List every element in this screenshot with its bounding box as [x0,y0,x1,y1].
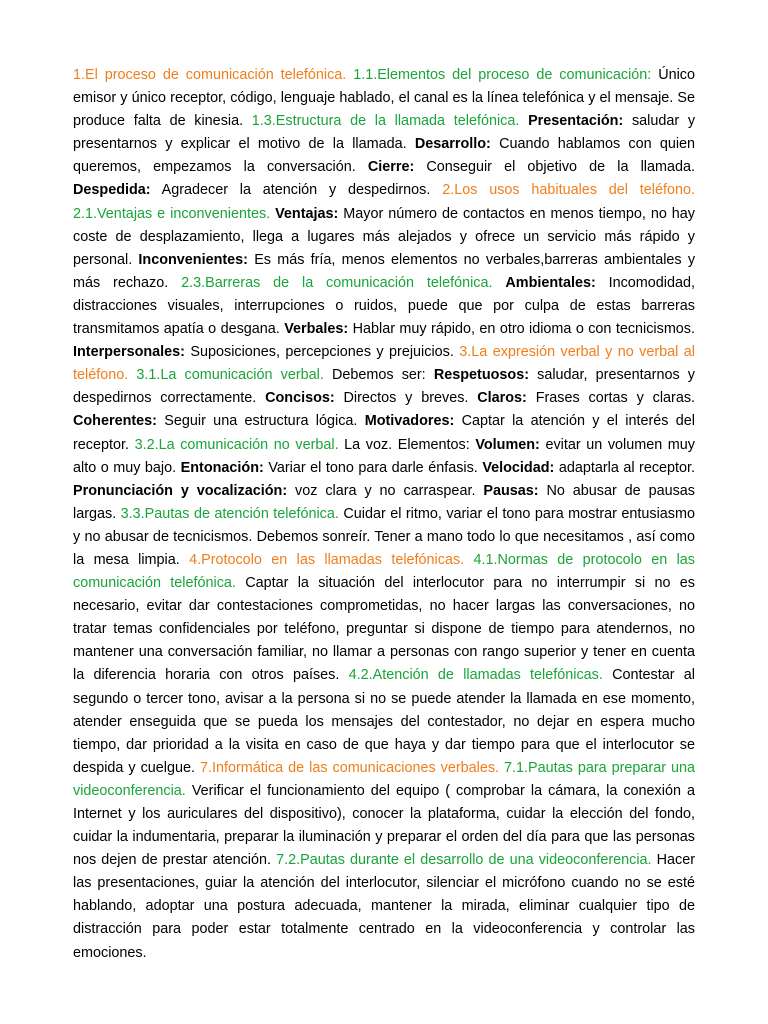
term-label: Respetuosos: [433,367,529,384]
term-label: Claros: [477,390,527,407]
body-text: Mayor número de contactos en menos tiempo, no hay coste de desplazamiento, llega a lugares más alejados y ofrece un servicio más rápido y personal. [73,205,695,268]
term-label: Concisos: [265,390,335,407]
term-label: Interpersonales: [73,344,185,361]
subsection-heading: 7.1.Pautas para preparar una videoconferencia. [73,759,696,799]
term-label: Ambientales: [505,274,596,291]
body-text: Incomodidad, distracciones visuales, interrupciones o ruidos, puede que por culpa de estas barreras transmitamos apatía o desgana. [73,274,696,338]
body-text: adaptarla al receptor. [558,459,696,476]
body-text: Único emisor y único receptor, código, lenguaje hablado, el canal es la línea telefónica y el mensaje. Se produce falta de kinesia. [73,67,695,130]
term-label: Verbales: [284,321,349,338]
section-heading: 7.Informática de las comunicaciones verbales. [199,759,500,776]
body-text: Seguir una estructura lógica. [164,413,358,430]
body-text: Variar el tono para darle énfasis. [268,459,478,476]
body-text: No abusar de pausas largas. [73,482,695,522]
term-label: Entonación: [180,459,264,476]
body-text: Directos y breves. [343,390,469,407]
body-text: saludar y presentarnos y explicar el motivo de la llamada. [73,113,696,153]
body-text: voz clara y no carraspear. [295,482,476,499]
term-label: Pronunciación y vocalización: [73,482,288,499]
term-label: Inconvenientes: [138,251,248,268]
body-text: Conseguir el objetivo de la llamada. [426,159,695,176]
body-text: La voz. Elementos: [344,436,470,453]
subsection-heading: 3.2.La comunicación no verbal. [134,436,339,453]
body-text: Suposiciones, percepciones y prejuicios. [190,344,454,361]
term-label: Ventajas: [275,205,339,222]
body-text: Verificar el funcionamiento del equipo ( comprobar la cámara, la conexión a Internet y los auriculares del dispositivo), conocer la plataforma, cuidar la elección del fondo, cuidar la indumentaria, preparar la iluminación y preparar el orden del día para que las personas nos dejen de prestar atención. [73,782,695,869]
subsection-heading: 1.1.Elementos del proceso de comunicación: [353,67,652,83]
body-text: Frases cortas y claras. [535,390,696,407]
term-label: Desarrollo: [414,136,491,153]
body-text: Cuidar el ritmo, variar el tono para mostrar entusiasmo y no abusar de tecnicismos. Debemos sonreír. Tener a mano todo lo que necesitamos , así como la mesa limpia. [73,505,695,568]
section-heading: 3.La expresión verbal y no verbal al teléfono. [73,344,695,384]
document-body [73,64,695,965]
term-label: Volumen: [475,436,540,453]
term-label: Coherentes: [73,413,157,430]
body-text: Debemos ser: [331,367,426,384]
section-heading: 1.El proceso de comunicación telefónica. [73,67,347,83]
term-label: Motivadores: [364,413,455,430]
body-text: Hablar muy rápido, en otro idioma o con tecnicismos. [352,321,696,338]
body-text: Captar la situación del interlocutor para no interrumpir si no es necesario, evitar dar contestaciones comprometidas, no hacer largas las conversaciones, no tratar temas confidenciales por teléfono, preguntar si dispone de tiempo para atendernos, no mantener una conversación familiar, no llamar a personas con rango superior y tener en cuenta la diferencia horaria con otros países. [73,575,696,684]
body-text: saludar, presentarnos y despedirnos correctamente. [73,367,695,407]
term-label: Velocidad: [482,459,555,476]
body-text: Agradecer la atención y despedirnos. [161,182,431,199]
term-label: Presentación: [528,113,624,130]
term-label: Despedida: [73,182,151,199]
subsection-heading: 2.3.Barreras de la comunicación telefónica. [181,274,493,291]
body-text: Hacer las presentaciones, guiar la atención del interlocutor, silenciar el micrófono cuando no se esté hablando, adoptar una postura adecuada, mantener la mirada, eliminar cualquier tipo de distracción para poder estar totalmente centrado en la videoconferencia y controlar las emociones. [73,852,696,961]
subsection-heading: 3.1.La comunicación verbal. [136,367,324,384]
subsection-heading: 7.2.Pautas durante el desarrollo de una videoconferencia. [276,852,652,869]
section-heading: 4.Protocolo en las llamadas telefónicas. [189,551,465,568]
body-text: Cuando hablamos con quien queremos, empezamos la conversación. [73,136,696,176]
subsection-heading: 2.1.Ventajas e inconvenientes. [73,205,271,222]
body-text: evitar un volumen muy alto o muy bajo. [73,436,695,476]
subsection-heading: 4.2.Atención de llamadas telefónicas. [348,667,603,684]
subsection-heading: 3.3.Pautas de atención telefónica. [120,505,339,522]
section-heading: 2.Los usos habituales del teléfono. [442,182,695,199]
term-label: Pausas: [483,482,539,499]
body-text: Es más fría, menos elementos no verbales,barreras ambientales y más rechazo. [73,251,696,291]
subsection-heading: 4.1.Normas de protocolo en las comunicación telefónica. [73,551,695,592]
term-label: Cierre: [367,159,415,176]
body-text: Contestar al segundo o tercer tono, avisar a la persona si no se puede atender la llamada en ese momento, atender enseguida que se pueda los mensajes del contestador, no dejar en espera mucho tiempo, dar prioridad a la visita en caso de que haya y dar tiempo para que el interlocutor se despida y cuelgue. [73,667,696,776]
subsection-heading: 1.3.Estructura de la llamada telefónica. [251,113,520,130]
body-text: Captar la atención y el interés del receptor. [73,413,696,453]
